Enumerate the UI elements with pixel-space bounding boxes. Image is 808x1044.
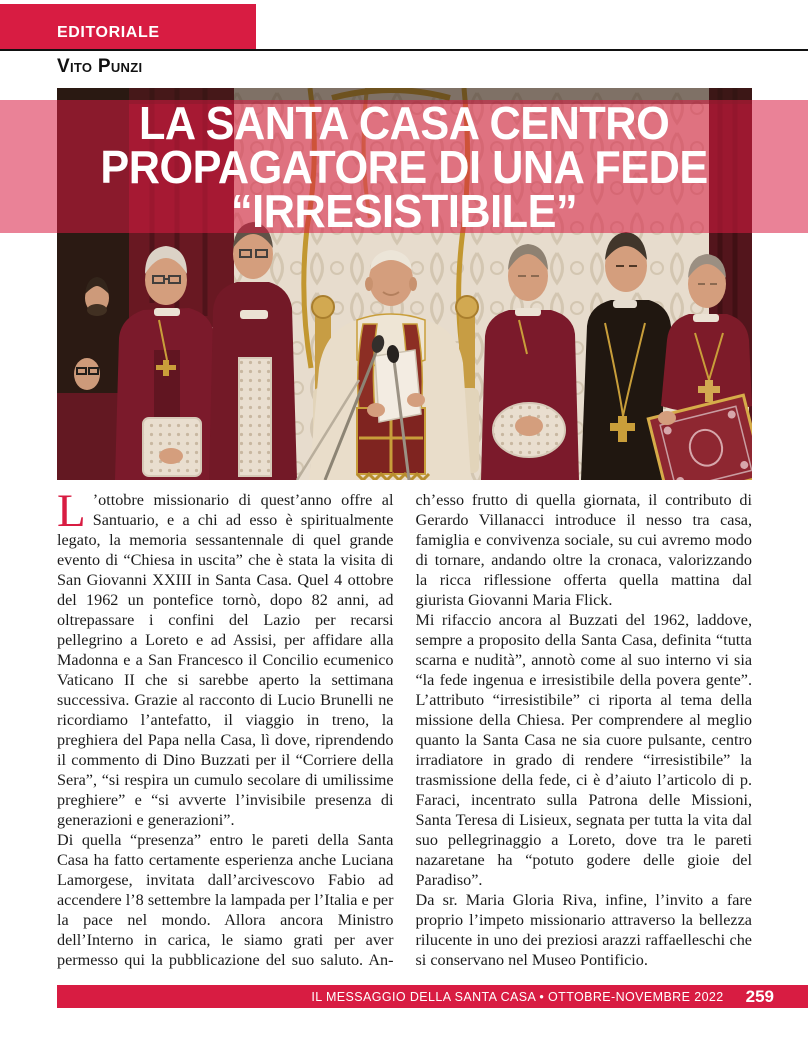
- paragraph: Mi rifaccio ancora al Buzzati del 1962, laddove, sempre a proposito della Santa Casa, definita “tutta scarna e nudità”, annotò come al suo interno vi sia “la fede ingenua e irresistibile della povera gente”. L’attributo “irresistibile” ci riporta al tema della missione della Chiesa. Per comprendere al meglio quanto la Santa Casa ne sia cuore pulsante, centro irradiatore in grado di rendere “irresistibile” la trasmissione della fede, ci è d’aiuto l’articolo di p. Faraci, incentrato sulla Patrona delle Missioni, Santa Teresa di Lisieux, segnata per tutta la vita dal suo pellegrinaggio a Loreto, dove tra le pareti nazaretane ha “potuto godere delle gioie del Paradiso”.: [415, 611, 752, 889]
- title-line-1: LA SANTA CASA CENTRO: [138, 96, 670, 149]
- title-line-2: PROPAGATORE DI UNA FEDE: [100, 140, 708, 193]
- paragraph-text: ’ottobre missionario di quest’anno offre al Santuario, e a chi ad esso è spiritualmente legato, la memoria sessantennale di quel grande evento di “Chiesa in uscita” che è stata la visita di San Giovanni XXIII in Santa Casa. Quel 4 ottobre del 1962 un pontefice tornò, dopo 82 anni, ad oltrepassare i confini del Lazio per recarsi pellegrino a Loreto e ad Assisi, per affidare alla Madonna e a San Francesco il Concilio ecumenico Vaticano II che si sarebbe aperto la settimana successiva. Grazie al racconto di Lucio Brunelli ne ricordiamo l’antefatto, il viaggio in treno, la preghiera del Papa nella Casa, lì dove, riprendendo il commento di Dino Buzzati per il “Corriere della Sera”, “si respira un cumulo secolare di umilissime preghiere” e “si avverte l’invisibile presenza di generazioni e generazioni”.: [57, 491, 394, 829]
- paragraph: Di quella “presenza” entro le pareti della Santa Casa ha fatto certamente esperienza anche Luciana Lamorgese, invitata dall’arcivescovo Fabio ad accendere l’8 settembre la lampada per l’Italia e per la pace nel mondo. Allora ancora Ministro dell’Interno in carica, le siamo grati per aver permesso qui la pubblicazione del suo saluto. An-: [57, 831, 394, 969]
- title-line-3: “IRRESISTIBILE”: [230, 184, 578, 237]
- section-label: EDITORIALE: [57, 24, 160, 41]
- column-left: [57, 490, 394, 972]
- title-band: [0, 96, 808, 237]
- paragraph: ch’esso frutto di quella giornata, il contributo di Gerardo Villanacci introduce il nesso tra casa, famiglia e convivenza sociale, su cui avremo modo di tornare, andando oltre la cronaca, valorizzando la ricca riflessione offerta quella mattina dal giurista Giovanni Maria Flick.: [415, 491, 752, 609]
- header-rule: [0, 49, 808, 51]
- author-name: Vito Punzi: [57, 56, 143, 77]
- paragraph: Da sr. Maria Gloria Riva, infine, l’invito a fare proprio l’impeto missionario attraverso la bellezza rilucente in uno dei preziosi arazzi raffaelleschi che si conservano nel Museo Pontificio.: [415, 891, 752, 969]
- page-number: 259: [745, 986, 774, 1006]
- drop-cap: L: [57, 490, 86, 537]
- section-kicker-bar: [0, 4, 256, 49]
- footer-bar: [57, 985, 808, 1008]
- article-body: [57, 490, 752, 972]
- paragraph-lead: [57, 490, 394, 830]
- article-title: [100, 96, 708, 237]
- footer-journal-line: IL MESSAGGIO DELLA SANTA CASA • OTTOBRE-NOVEMBRE 2022: [311, 989, 724, 1004]
- column-right: [416, 490, 753, 972]
